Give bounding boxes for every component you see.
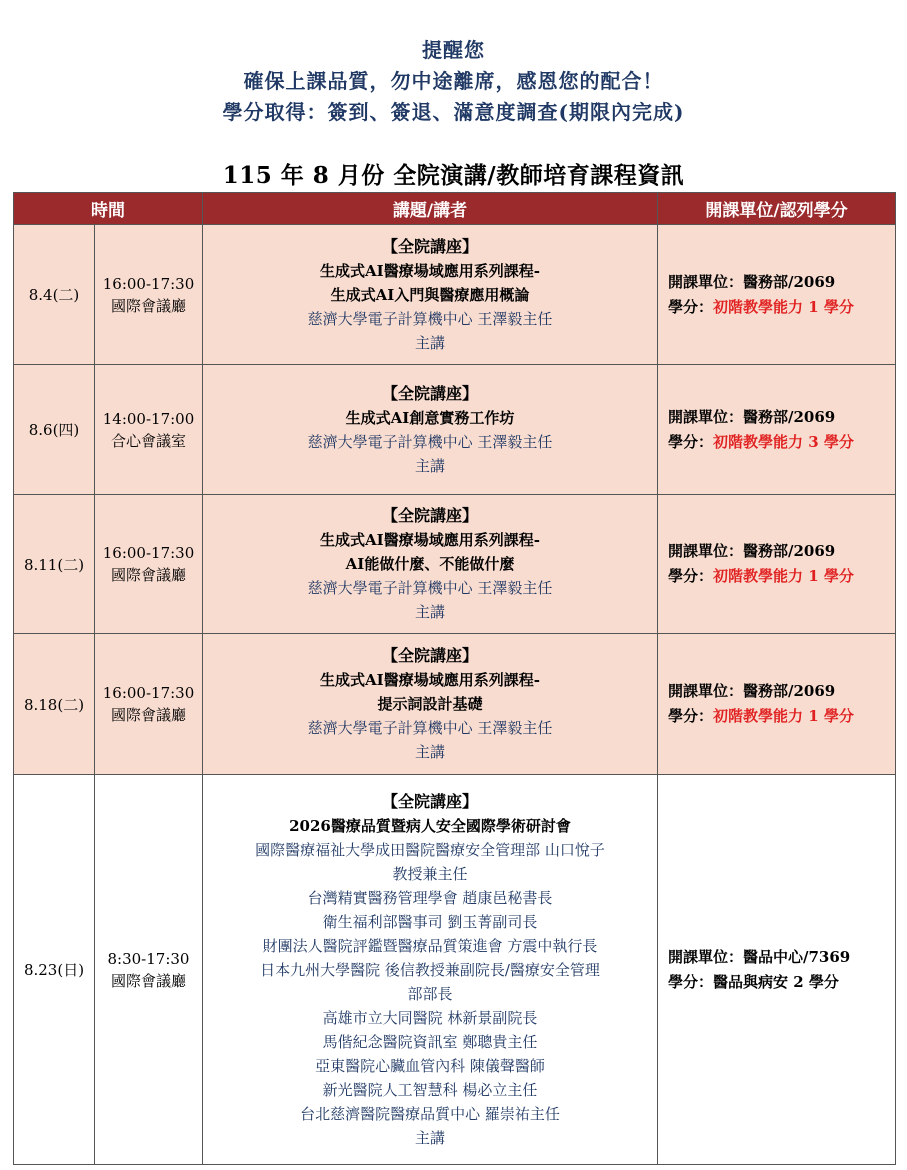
speaker-role: 主講 xyxy=(414,603,445,621)
unit-cell xyxy=(658,495,896,634)
speaker-line: 高雄市立大同醫院 林新景副院長 xyxy=(322,1008,538,1027)
speaker-line: 日本九州大學醫院 後信教授兼副院長/醫療安全管理 xyxy=(260,960,600,979)
credit-prefix: 學分： xyxy=(668,707,714,725)
lecture-tag: 【全院講座】 xyxy=(381,383,478,403)
date-cell: 8.4(二) xyxy=(14,225,95,365)
table-row xyxy=(14,495,896,634)
table-header-row xyxy=(14,193,896,225)
speaker-line: 新光醫院人工智慧科 楊必立主任 xyxy=(322,1080,538,1099)
speaker-role: 主講 xyxy=(414,333,445,352)
unit-cell xyxy=(658,225,896,365)
time-range: 16:00-17:30 xyxy=(102,684,195,702)
speaker-line: 部部長 xyxy=(407,984,453,1003)
unit-cell xyxy=(658,634,896,775)
lecture-tag: 【全院講座】 xyxy=(381,506,478,525)
time-range: 16:00-17:30 xyxy=(102,544,195,562)
credit-value: 初階教學能力 1 學分 xyxy=(713,567,854,585)
topic-cell xyxy=(203,634,658,775)
lecture-title-line: 提示詞設計基礎 xyxy=(377,695,483,713)
reminder-attendance: 確保上課品質，勿中途離席，感恩您的配合！ xyxy=(243,69,664,93)
lecture-title-line: 生成式AI創意實務工作坊 xyxy=(345,408,515,427)
date-cell: 8.23(日) xyxy=(14,775,95,1165)
speaker-line: 慈濟大學電子計算機中心 王澤毅主任 xyxy=(307,309,553,328)
speaker-line: 亞東醫院心臟血管內科 陳儀聲醫師 xyxy=(315,1056,545,1075)
topic-cell xyxy=(203,365,658,495)
speaker-line: 教授兼主任 xyxy=(392,864,468,883)
header-unit: 開課單位/認列學分 xyxy=(658,193,896,225)
table-row xyxy=(14,225,896,365)
date-cell: 8.6(四) xyxy=(14,365,95,495)
credit-value: 初階教學能力 1 學分 xyxy=(713,297,854,316)
time-cell xyxy=(95,634,203,775)
time-range: 16:00-17:30 xyxy=(102,274,195,293)
speaker-line: 馬偕紀念醫院資訊室 鄭聰貴主任 xyxy=(322,1032,538,1051)
credit-value: 初階教學能力 1 學分 xyxy=(713,707,854,725)
lecture-title-line: 生成式AI醫療場域應用系列課程- xyxy=(320,261,540,280)
speaker-line: 國際醫療福祉大學成田醫院醫療安全管理部 山口悅子 xyxy=(255,840,605,859)
speaker-line: 慈濟大學電子計算機中心 王澤毅主任 xyxy=(307,719,553,737)
room-name: 合心會議室 xyxy=(110,431,186,450)
lecture-title-line: 生成式AI醫療場域應用系列課程- xyxy=(320,671,540,689)
room-name: 國際會議廳 xyxy=(110,971,186,990)
time-cell xyxy=(95,775,203,1165)
speaker-line: 慈濟大學電子計算機中心 王澤毅主任 xyxy=(307,432,553,451)
credit-prefix: 學分： xyxy=(668,972,714,991)
topic-cell xyxy=(203,495,658,634)
room-name: 國際會議廳 xyxy=(110,296,186,315)
speaker-line: 慈濟大學電子計算機中心 王澤毅主任 xyxy=(307,579,553,597)
speaker-role: 主講 xyxy=(414,743,445,761)
lecture-tag: 【全院講座】 xyxy=(381,791,478,811)
course-table xyxy=(13,192,896,1165)
speaker-line: 台灣精實醫務管理學會 趙康邑秘書長 xyxy=(307,888,553,907)
page-title: 115 年 8 月份 全院演講/教師培育課程資訊 xyxy=(222,162,685,189)
credit-prefix: 學分： xyxy=(668,432,714,451)
organizer-label: 開課單位：醫品中心/7369 xyxy=(668,947,851,966)
lecture-title-line: 生成式AI醫療場域應用系列課程- xyxy=(320,531,540,549)
credit-line xyxy=(668,564,895,589)
unit-cell xyxy=(658,775,896,1165)
time-cell xyxy=(95,495,203,634)
speaker-line: 衛生福利部醫事司 劉玉菁副司長 xyxy=(322,912,538,931)
topic-cell xyxy=(203,225,658,365)
time-cell xyxy=(95,225,203,365)
lecture-title-line: 2026醫療品質暨病人安全國際學術研討會 xyxy=(289,816,571,835)
date-cell: 8.18(二) xyxy=(14,634,95,775)
credit-prefix: 學分： xyxy=(668,567,714,585)
speaker-role: 主講 xyxy=(414,1128,445,1147)
table-row xyxy=(14,775,896,1165)
time-cell xyxy=(95,365,203,495)
table-row xyxy=(14,634,896,775)
lecture-title-line: 生成式AI入門與醫療應用概論 xyxy=(330,285,530,304)
organizer-label: 開課單位：醫務部/2069 xyxy=(668,542,836,560)
time-range: 14:00-17:00 xyxy=(102,409,195,428)
speaker-line: 台北慈濟醫院醫療品質中心 羅崇祐主任 xyxy=(300,1104,560,1123)
credit-line xyxy=(668,704,895,729)
topic-cell xyxy=(203,775,658,1165)
lecture-tag: 【全院講座】 xyxy=(381,236,478,256)
lecture-tag: 【全院講座】 xyxy=(381,646,478,665)
reminder-credit-rule: 學分取得：簽到、簽退、滿意度調查(期限內完成) xyxy=(222,100,685,124)
organizer-label: 開課單位：醫務部/2069 xyxy=(668,682,836,700)
credit-line xyxy=(668,430,895,455)
header-time: 時間 xyxy=(14,193,203,225)
organizer-label: 開課單位：醫務部/2069 xyxy=(668,407,836,426)
reminder-heading: 提醒您 xyxy=(422,38,485,62)
room-name: 國際會議廳 xyxy=(110,566,186,584)
room-name: 國際會議廳 xyxy=(110,706,186,724)
time-range: 8:30-17:30 xyxy=(107,949,190,968)
credit-prefix: 學分： xyxy=(668,297,714,316)
organizer-label: 開課單位：醫務部/2069 xyxy=(668,272,836,291)
lecture-title-line: AI能做什麼、不能做什麼 xyxy=(345,555,515,573)
date-cell: 8.11(二) xyxy=(14,495,95,634)
credit-value: 醫品與病安 2 學分 xyxy=(713,972,839,991)
speaker-line: 財團法人醫院評鑑暨醫療品質策進會 方震中執行長 xyxy=(262,936,598,955)
speaker-role: 主講 xyxy=(414,456,445,475)
credit-value: 初階教學能力 3 學分 xyxy=(713,432,854,451)
unit-cell xyxy=(658,365,896,495)
header-topic: 講題/講者 xyxy=(203,193,658,225)
credit-line xyxy=(668,295,895,320)
table-row xyxy=(14,365,896,495)
credit-line xyxy=(668,970,895,995)
